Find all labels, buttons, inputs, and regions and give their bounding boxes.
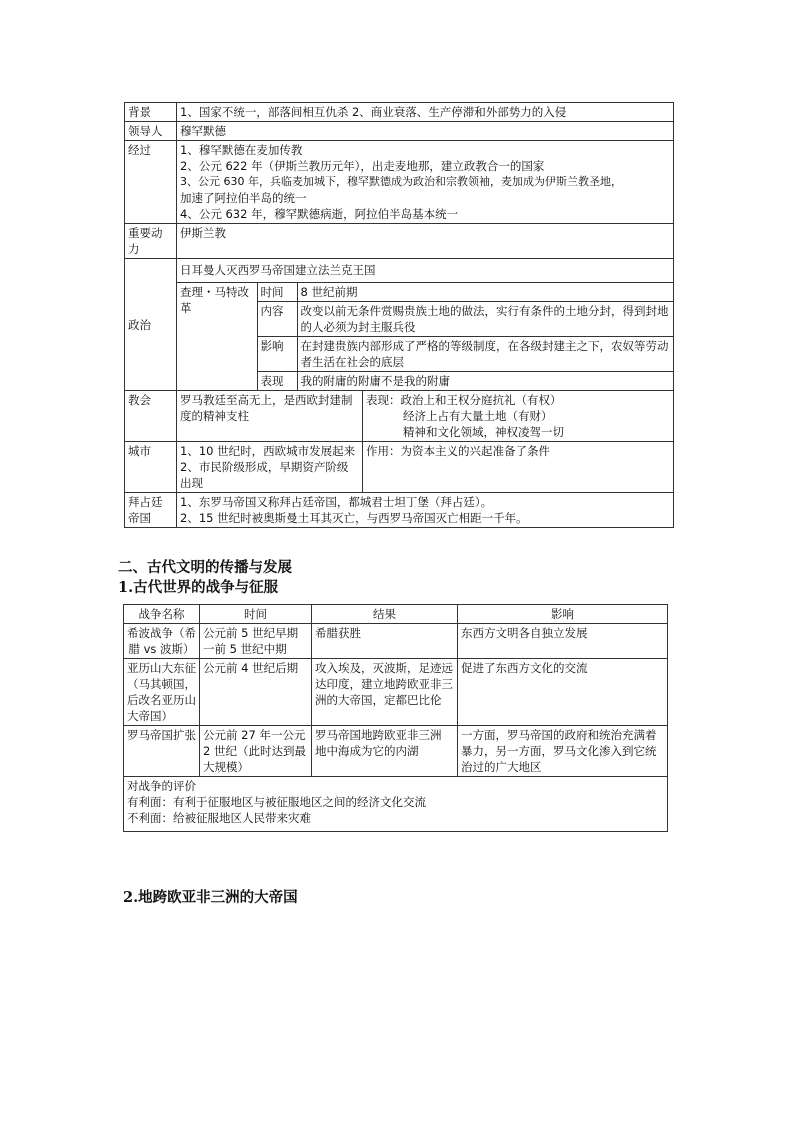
evaluation-line: 对战争的评价	[127, 779, 196, 793]
islam-feudal-table	[124, 102, 674, 528]
city-line: 2、市民阶级形成，早期资产阶级出现	[180, 460, 349, 490]
process-line: 加速了阿拉伯半岛的统一	[180, 191, 307, 205]
col-header-result: 结果	[312, 605, 458, 624]
politics-text: 日耳曼人灭西罗马帝国建立法兰克王国	[177, 259, 674, 283]
row-label-background: 背景	[125, 103, 177, 122]
war-evaluation	[124, 777, 668, 832]
reform-key: 内容	[257, 302, 297, 337]
row-label-politics	[125, 259, 177, 391]
church-line: 经济上占有大量土地（有财）	[403, 409, 553, 423]
reform-value: 在封建贵族内部形成了严格的等级制度，在各级封建主之下，农奴等劳动者生活在社会的底层	[297, 337, 673, 372]
war-result: 罗马帝国地跨欧亚非三洲 地中海成为它的内湖	[312, 726, 458, 777]
city-right: 作用：为资本主义的兴起准备了条件	[363, 442, 674, 493]
col-header-time: 时间	[200, 605, 312, 624]
section-title: 二、古代文明的传播与发展	[118, 559, 292, 576]
reform-key: 表现	[257, 372, 297, 391]
church-line: 精神和文化领域，神权凌驾一切	[403, 425, 564, 439]
church-right	[363, 391, 674, 442]
reform-value: 我的附庸的附庸不是我的附庸	[297, 372, 673, 391]
politics-reform-cell	[177, 283, 674, 391]
wars-table	[123, 604, 668, 832]
church-line: 表现：政治上和王权分庭抗礼（有权）	[366, 393, 562, 407]
row-label-motive: 重要动力	[125, 224, 177, 259]
war-time: 公元前 4 世纪后期	[200, 659, 312, 726]
war-name: 希波战争（希腊 vs 波斯）	[124, 624, 200, 659]
war-impact: 一方面，罗马帝国的政府和统治充满着暴力，另一方面，罗马文化渗入到它统治过的广大地区	[458, 726, 668, 777]
evaluation-line: 有利面：有利于征服地区与被征服地区之间的经济文化交流	[127, 795, 426, 809]
process-line: 1、穆罕默德在麦加传教	[180, 143, 303, 157]
row-label-process: 经过	[125, 141, 177, 224]
reform-name: 查理・马特改革	[177, 283, 257, 390]
war-impact: 促进了东西方文化的交流	[458, 659, 668, 726]
row-label-city: 城市	[125, 442, 177, 493]
byzantine-line: 2、15 世纪时被奥斯曼土耳其灭亡，与西罗马帝国灭亡相距一千年。	[180, 511, 528, 525]
reform-key: 影响	[257, 337, 297, 372]
reform-key: 时间	[257, 283, 297, 302]
table-row	[124, 726, 668, 777]
subsection-title-empire: 2.地跨欧亚非三洲的大帝国	[123, 889, 298, 906]
war-time: 公元前 27 年一公元 2 世纪（此时达到最大规模）	[200, 726, 312, 777]
war-time: 公元前 5 世纪早期一前 5 世纪中期	[200, 624, 312, 659]
politics-label: 政治	[128, 317, 151, 332]
reform-value: 改变以前无条件赏赐贵族土地的做法，实行有条件的土地分封，得到封地的人必须为封主服兵役	[297, 302, 673, 337]
city-left	[177, 442, 363, 493]
subsection-title-wars: 1.古代世界的战争与征服	[118, 579, 279, 596]
row-label-church: 教会	[125, 391, 177, 442]
process-line: 2、公元 622 年（伊斯兰教历元年），出走麦地那，建立政教合一的国家	[180, 159, 545, 173]
process-line: 4、公元 632 年，穆罕默德病逝，阿拉伯半岛基本统一	[180, 207, 459, 221]
process-text	[177, 141, 674, 224]
byzantine-line: 1、东罗马帝国又称拜占廷帝国，都城君士坦丁堡（拜占廷）。	[180, 495, 493, 509]
church-left: 罗马教廷至高无上，是西欧封建制度的精神支柱	[177, 391, 363, 442]
col-header-impact: 影响	[458, 605, 668, 624]
war-result: 希腊获胜	[312, 624, 458, 659]
motive-text: 伊斯兰教	[177, 224, 674, 259]
background-text: 1、国家不统一，部落间相互仇杀 2、商业衰落、生产停滞和外部势力的入侵	[177, 103, 674, 122]
war-result: 攻入埃及，灭波斯，足迹远达印度，建立地跨欧亚非三洲的大帝国，定都巴比伦	[312, 659, 458, 726]
reform-value: 8 世纪前期	[297, 283, 673, 302]
table-row	[124, 659, 668, 726]
row-label-byzantine: 拜占廷帝国	[125, 493, 177, 528]
col-header-name: 战争名称	[124, 605, 200, 624]
leader-text: 穆罕默德	[177, 122, 674, 141]
table-row	[124, 624, 668, 659]
city-line: 1、10 世纪时，西欧城市发展起来	[180, 444, 356, 458]
row-label-leader: 领导人	[125, 122, 177, 141]
byzantine-text	[177, 493, 674, 528]
evaluation-line: 不利面：给被征服地区人民带来灾难	[127, 811, 311, 825]
war-name: 亚历山大东征（马其顿国，后改名亚历山大帝国）	[124, 659, 200, 726]
process-line: 3、公元 630 年，兵临麦加城下，穆罕默德成为政治和宗教领袖，麦加成为伊斯兰教圣地，	[180, 175, 622, 188]
reform-table	[177, 283, 673, 390]
war-impact: 东西方文明各自独立发展	[458, 624, 668, 659]
war-name: 罗马帝国扩张	[124, 726, 200, 777]
